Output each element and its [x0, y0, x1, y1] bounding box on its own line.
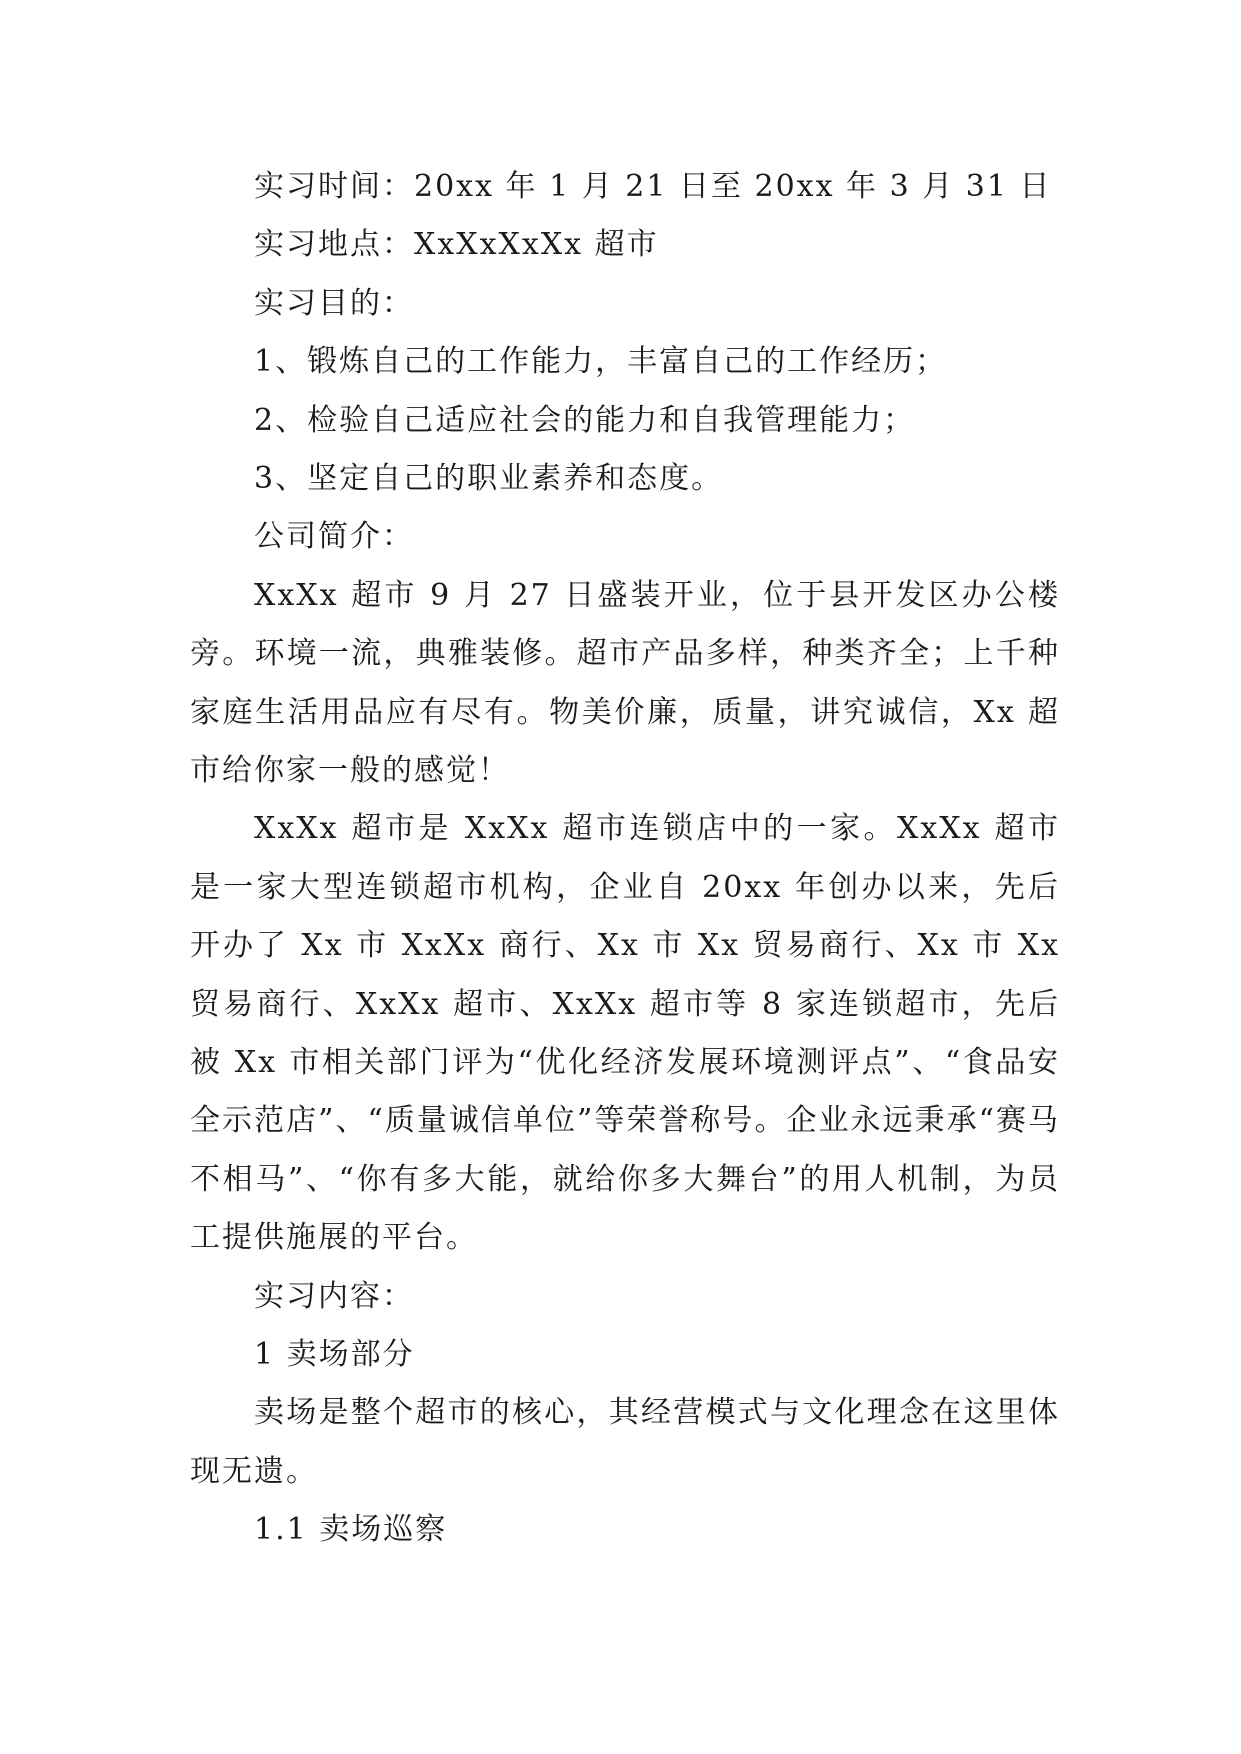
purpose-heading: 实习目的：	[254, 285, 414, 321]
section-paragraph: 卖场是整个超市的核心，其经营模式与文化理念在这里体现无遗。	[190, 1395, 1060, 1489]
purpose-item: 2、检验自己适应社会的能力和自我管理能力；	[254, 402, 916, 438]
document-body	[190, 158, 1060, 1560]
purpose-item: 3、坚定自己的职业素养和态度。	[254, 460, 724, 496]
company-paragraph: XxXx 超市 9 月 27 日盛装开业，位于县开发区办公楼旁。环境一流，典雅装修。超市产品多样，种类齐全；上千种家庭生活用品应有尽有。物美价廉，质量，讲究诚信，Xx 超市给你家一般的感觉！	[190, 577, 1060, 788]
content-heading: 实习内容：	[254, 1278, 414, 1314]
company-paragraph: XxXx 超市是 XxXx 超市连锁店中的一家。XxXx 超市是一家大型连锁超市机构，企业自 20xx 年创办以来，先后开办了 Xx 市 XxXx 商行、Xx 市 Xx 贸易商行、Xx 市 Xx 贸易商行、XxXx 超市、XxXx 超市等 8 家连锁超市，先后被 Xx 市相关部门评为“优化经济发展环境测评点”、“食品安全示范店”、“质量诚信单位”等荣誉称号。企业永远秉承“赛马不相马”、“你有多大能，就给你多大舞台”的用人机制，为员工提供施展的平台。	[190, 811, 1060, 1256]
section-heading: 1 卖场部分	[254, 1337, 415, 1372]
subsection-heading: 1.1 卖场巡察	[254, 1512, 448, 1548]
internship-place: 实习地点：XxXxXxXx 超市	[254, 227, 659, 263]
purpose-item: 1、锻炼自己的工作能力，丰富自己的工作经历；	[254, 344, 948, 380]
internship-time: 实习时间：20xx 年 1 月 21 日至 20xx 年 3 月 31 日	[254, 169, 1052, 204]
company-heading: 公司简介：	[254, 519, 414, 555]
